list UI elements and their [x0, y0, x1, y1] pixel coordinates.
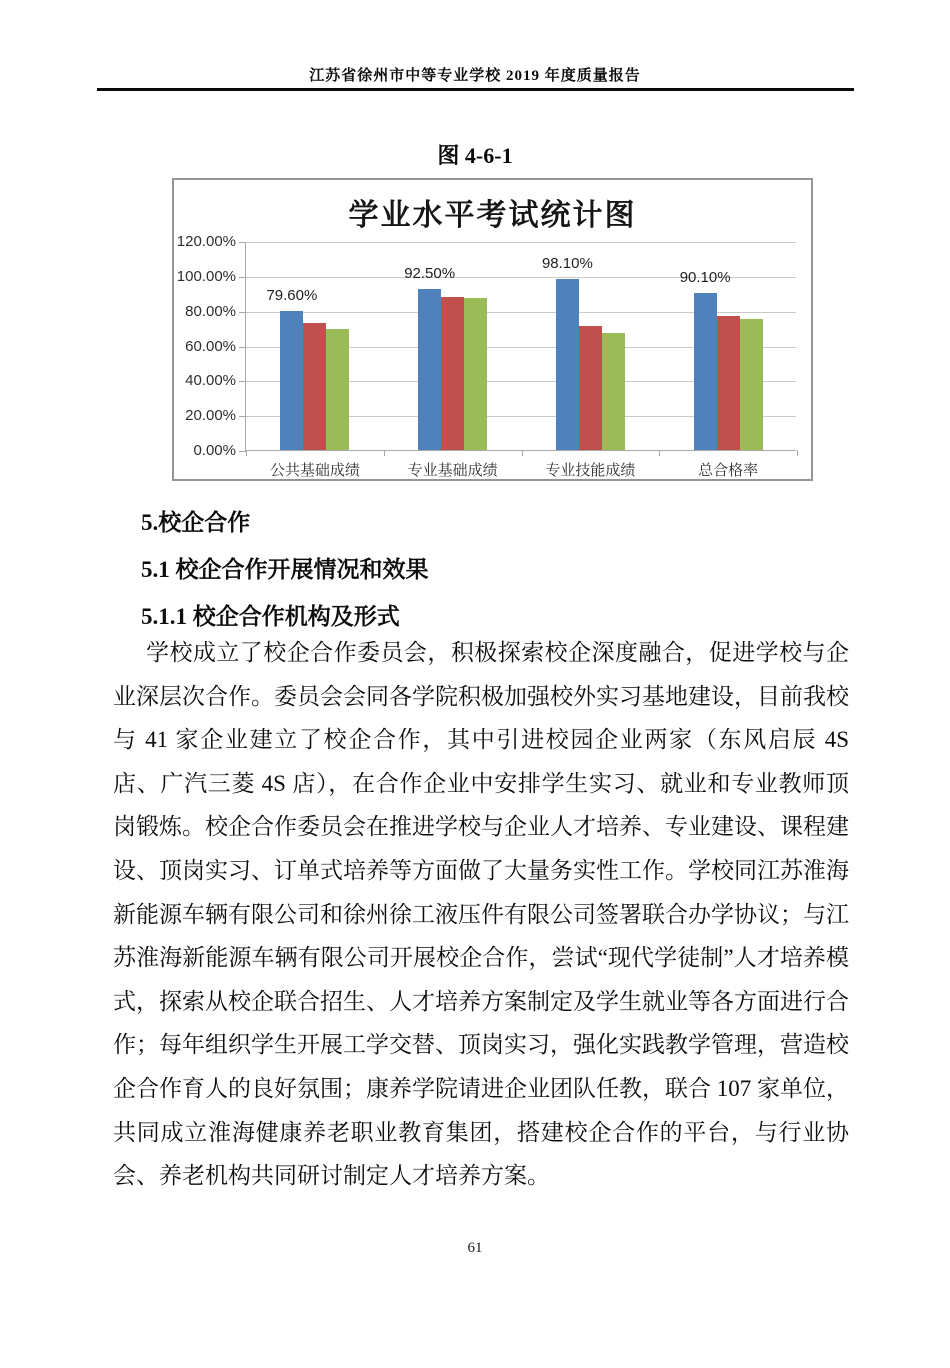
bar-green [602, 333, 625, 450]
data-label: 90.10% [679, 269, 731, 287]
y-axis-tick-label: 80.00% [185, 302, 236, 320]
y-axis-tick-label: 20.00% [185, 407, 236, 425]
y-axis-tick [239, 242, 246, 243]
y-axis-tick-label: 100.00% [176, 267, 236, 285]
heading-section-5-1: 5.1 校企合作开展情况和效果 [141, 557, 429, 582]
x-axis-category-label: 专业技能成绩 [545, 462, 636, 479]
heading-section-5: 5.校企合作 [141, 510, 251, 535]
y-axis-tick [239, 381, 246, 382]
y-axis-tick [239, 277, 246, 278]
y-axis-tick [239, 312, 246, 313]
y-axis-tick-label: 120.00% [176, 233, 236, 250]
bar-green [326, 329, 349, 450]
body-paragraph: 学校成立了校企合作委员会，积极探索校企深度融合，促进学校与企业深层次合作。委员会会同各学院积极加强校外实习基地建设，目前我校与 41 家企业建立了校企合作，其中引进校园企业两家（东风启辰 4S 店、广汽三菱 4S 店），在合作企业中安排学生实习、就业和专业教师顶岗锻炼。校企合作委员会在推进学校与企业人才培养、专业建设、课程建设、顶岗实习、订单式培养等方面做了大量务实性工作。学校同江苏淮海新能源车辆有限公司和徐州徐工液压件有限公司签署联合办学协议；与江苏淮海新能源车辆有限公司开展校企合作，尝试“现代学徒制”人才培养模式，探索从校企联合招生、人才培养方案制定及学生就业等各方面进行合作；每年组织学生开展工学交替、顶岗实习，强化实践教学管理，营造校企合作育人的良好氛围；康养学院请进企业团队任教，联合 107 家单位，共同成立淮海健康养老职业教育集团，搭建校企合作的平台，与行业协会、养老机构共同研讨制定人才培养方案。 [113, 640, 849, 1189]
bar-red [579, 326, 602, 450]
bar-red [303, 323, 326, 450]
bar-blue [418, 289, 441, 450]
x-axis-tick [659, 450, 660, 456]
y-axis-tick [239, 347, 246, 348]
bar-green [464, 298, 487, 450]
y-axis-tick [239, 451, 246, 452]
bar-blue [280, 311, 303, 450]
x-axis-category-label: 专业基础成绩 [407, 462, 498, 479]
x-axis-category-label: 公共基础成绩 [269, 462, 360, 479]
y-axis-tick-label: 60.00% [185, 337, 236, 355]
gridline [246, 242, 796, 243]
bar-blue [556, 279, 579, 450]
x-axis-category-label: 总合格率 [698, 462, 759, 479]
data-label: 79.60% [266, 287, 318, 305]
running-header: 江苏省徐州市中等专业学校 2019 年度质量报告 [309, 68, 641, 84]
y-axis-tick-label: 40.00% [185, 372, 236, 390]
y-axis-tick [239, 416, 246, 417]
x-axis-tick [522, 450, 523, 456]
data-label: 98.10% [541, 255, 593, 273]
header-rule [97, 88, 854, 91]
bar-red [441, 297, 464, 450]
chart-plot-area [176, 233, 796, 479]
bar-blue [694, 293, 717, 450]
x-axis-tick [246, 450, 247, 456]
bar-red [717, 316, 740, 450]
data-label: 92.50% [404, 264, 456, 282]
x-axis-tick [797, 450, 798, 456]
x-axis-tick [384, 450, 385, 456]
bar-green [740, 319, 763, 450]
page-number: 61 [467, 1240, 483, 1256]
heading-section-5-1-1: 5.1.1 校企合作机构及形式 [141, 604, 400, 629]
chart-title: 学业水平考试统计图 [348, 199, 637, 232]
figure-caption: 图 4-6-1 [437, 143, 513, 168]
y-axis-tick-label: 0.00% [193, 442, 236, 459]
chart-figure [172, 178, 813, 481]
